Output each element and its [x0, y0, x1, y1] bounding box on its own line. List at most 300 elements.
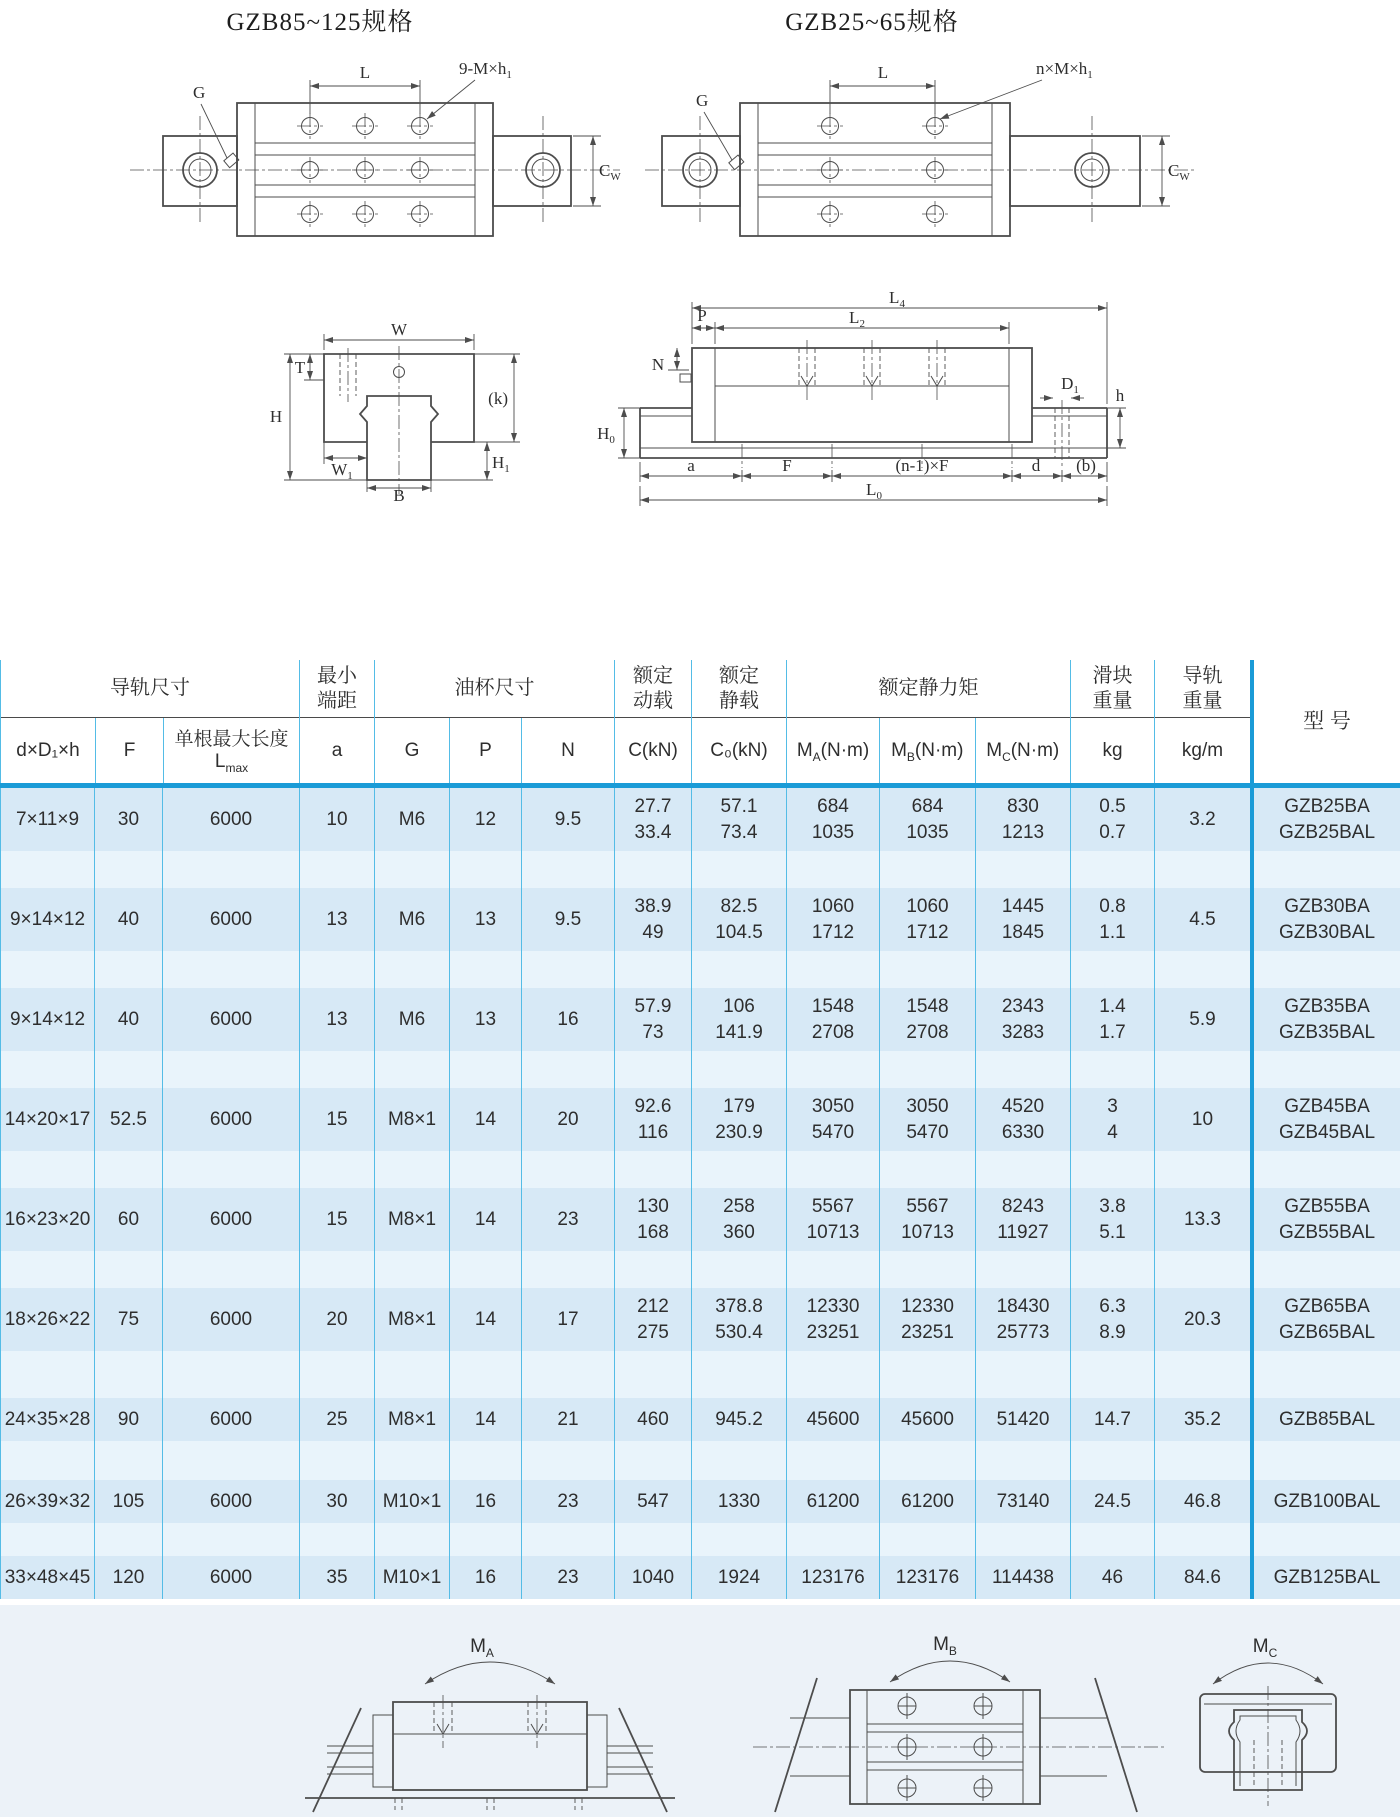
cell-value: 0.8	[1099, 896, 1126, 917]
drawing-side-view	[592, 290, 1132, 520]
table-cell	[787, 851, 880, 888]
table-cell	[95, 888, 163, 951]
table-cell	[450, 788, 522, 851]
cell-value: 10713	[901, 1222, 954, 1243]
cell-value: M10×1	[382, 1567, 442, 1588]
cell-value: GZB25BAL	[1278, 822, 1376, 843]
table-cell	[1071, 1251, 1155, 1288]
cell-value: 57.1	[720, 796, 758, 817]
cell-value: 460	[637, 1409, 669, 1430]
table-cell	[1250, 1556, 1400, 1599]
drawing-cross-section	[262, 322, 532, 502]
cell-value: 378.8	[715, 1296, 763, 1317]
table-cell	[787, 1398, 880, 1441]
table-cell	[163, 1441, 300, 1480]
table-spacer-row	[0, 1151, 1400, 1188]
table-cell	[522, 1556, 615, 1599]
table-cell	[787, 1251, 880, 1288]
dim-label-L0: $L_0$	[866, 480, 882, 502]
cell-value: 9.5	[554, 909, 582, 930]
table-row	[0, 988, 1400, 1051]
table-cell	[300, 1151, 375, 1188]
table-cell	[1071, 788, 1155, 851]
table-cell	[300, 988, 375, 1051]
cell-value: 60	[117, 1209, 140, 1230]
table-cell	[1155, 1251, 1250, 1288]
cell-value: 8.9	[1099, 1322, 1126, 1343]
table-cell	[450, 1480, 522, 1523]
dim-label-n1F: (n-1)×F	[895, 456, 949, 475]
table-cell	[522, 1051, 615, 1088]
table-cell	[450, 1556, 522, 1599]
cell-value: 24×35×28	[4, 1409, 91, 1430]
cell-value: 14	[474, 1309, 497, 1330]
table-cell	[692, 1480, 787, 1523]
table-cell	[976, 1523, 1071, 1556]
cell-value: M8×1	[387, 1109, 437, 1130]
table-cell	[1071, 1523, 1155, 1556]
cell-value: 17	[557, 1309, 579, 1330]
table-cell	[976, 1556, 1071, 1599]
group-label: 导轨尺寸	[1, 660, 299, 718]
col-header-P: P	[450, 718, 522, 783]
dim-label-G: G	[193, 83, 206, 102]
table-cell	[976, 1480, 1071, 1523]
table-cell	[976, 788, 1071, 851]
table-cell	[976, 1441, 1071, 1480]
col-header-dD1h: d×D₁×h	[1, 718, 96, 783]
table-cell	[522, 1188, 615, 1251]
table-cell	[976, 988, 1071, 1051]
table-cell	[615, 1480, 692, 1523]
cell-value: 6000	[209, 1309, 253, 1330]
cell-value: 1712	[811, 922, 855, 943]
col-header-G: G	[375, 718, 450, 783]
group-label-model: 型 号	[1303, 710, 1351, 733]
table-cell	[0, 1251, 95, 1288]
table-cell	[0, 1151, 95, 1188]
dim-label-N: N	[651, 355, 665, 374]
table-cell	[522, 1441, 615, 1480]
dim-label-W: W	[390, 322, 408, 339]
group-label: 导轨 重量	[1155, 660, 1250, 718]
cell-value: 114438	[992, 1567, 1054, 1588]
table-cell	[1071, 1188, 1155, 1251]
table-cell	[375, 888, 450, 951]
table-row	[0, 1398, 1400, 1441]
table-cell	[615, 1151, 692, 1188]
table-cell	[522, 1151, 615, 1188]
cell-value: 14.7	[1094, 1409, 1131, 1430]
header-group-block-weight	[1071, 660, 1155, 783]
cell-value: 45600	[901, 1409, 954, 1430]
title-gzb85-125: GZB85~125规格	[226, 9, 414, 36]
table-cell	[300, 788, 375, 851]
cell-value: 123176	[895, 1567, 960, 1588]
table-cell	[522, 988, 615, 1051]
table-cell	[450, 1151, 522, 1188]
cell-value: 5.1	[1099, 1222, 1126, 1243]
header-group-static-moment	[787, 660, 1071, 783]
table-cell	[95, 1556, 163, 1599]
cell-value: 14	[474, 1409, 497, 1430]
table-cell	[450, 1523, 522, 1556]
cell-value: 23	[557, 1567, 579, 1588]
table-cell	[615, 1051, 692, 1088]
table-row	[0, 1480, 1400, 1523]
group-label: 额定 动载	[615, 660, 691, 718]
rail-side	[327, 1746, 653, 1774]
cell-value: GZB65BA	[1284, 1296, 1370, 1317]
cell-value: 33×48×45	[4, 1567, 91, 1588]
cell-value: 0.7	[1099, 822, 1126, 843]
dim-label-h: h	[1115, 386, 1125, 405]
moment-label-MB: $M_B$	[933, 1634, 957, 1658]
table-cell	[880, 1480, 976, 1523]
table-cell	[163, 1351, 300, 1398]
group-label: 最小 端距	[300, 660, 374, 718]
table-cell	[1071, 1480, 1155, 1523]
cell-value: 16	[557, 1009, 579, 1030]
cell-value: 106	[723, 996, 755, 1017]
dim-label-B: B	[393, 486, 405, 502]
table-cell	[300, 888, 375, 951]
table-cell	[880, 951, 976, 988]
table-cell	[375, 788, 450, 851]
cell-value: 168	[637, 1222, 669, 1243]
table-cell	[300, 1251, 375, 1288]
table-row	[0, 1088, 1400, 1151]
table-row	[0, 788, 1400, 851]
table-spacer-row	[0, 1251, 1400, 1288]
table-spacer-row	[0, 851, 1400, 888]
table-cell	[300, 1188, 375, 1251]
drawing-plan-view-gzb25-65	[640, 58, 1200, 238]
table-row	[0, 1188, 1400, 1251]
cell-value: 16	[474, 1491, 497, 1512]
table-cell	[300, 951, 375, 988]
table-cell	[787, 951, 880, 988]
cell-value: 684	[911, 796, 944, 817]
table-cell	[880, 1088, 976, 1151]
table-cell	[0, 1051, 95, 1088]
cell-value: 5470	[906, 1122, 949, 1143]
table-cell	[95, 851, 163, 888]
table-cell	[1250, 1251, 1400, 1288]
cell-value: 16×23×20	[4, 1209, 91, 1230]
table-cell	[1155, 1188, 1250, 1251]
table-cell	[1155, 1151, 1250, 1188]
cell-value: 38.9	[634, 896, 672, 917]
table-cell	[300, 1523, 375, 1556]
table-cell	[95, 1188, 163, 1251]
table-cell	[0, 1556, 95, 1599]
table-cell	[1155, 1523, 1250, 1556]
table-cell	[1250, 788, 1400, 851]
cell-value: 23	[557, 1209, 579, 1230]
table-cell	[976, 1288, 1071, 1351]
table-cell	[787, 1351, 880, 1398]
cell-value: 57.9	[634, 996, 672, 1017]
table-cell	[95, 951, 163, 988]
group-label: 额定 静载	[692, 660, 786, 718]
cell-value: M8×1	[387, 1209, 437, 1230]
cell-value: 6330	[1001, 1122, 1045, 1143]
cell-value: 4	[1107, 1122, 1118, 1143]
table-cell	[787, 1288, 880, 1351]
cell-value: 9.5	[554, 809, 582, 830]
table-cell	[615, 888, 692, 951]
table-cell	[976, 1398, 1071, 1441]
table-cell	[787, 1556, 880, 1599]
header-group-oil-cup	[375, 660, 615, 783]
cell-value: 123176	[801, 1567, 865, 1588]
cell-value: 10	[326, 809, 348, 830]
cell-value: 40	[117, 1009, 140, 1030]
dim-label-G: G	[696, 91, 709, 110]
cell-value: 13.3	[1184, 1209, 1221, 1230]
table-cell	[1071, 1051, 1155, 1088]
table-cell	[1155, 1556, 1250, 1599]
dim-label-bolt-spec: $n\times M\times h_1$	[1036, 59, 1093, 81]
table-cell	[450, 1441, 522, 1480]
cell-value: M6	[398, 1009, 426, 1030]
col-header-kgm: kg/m	[1181, 739, 1224, 761]
cell-value: 14	[474, 1209, 497, 1230]
table-cell	[300, 1441, 375, 1480]
table-cell	[787, 1441, 880, 1480]
cell-value: 61200	[806, 1491, 860, 1512]
rail-right-segment	[1010, 116, 1140, 224]
table-cell	[300, 1398, 375, 1441]
col-header-N: N	[561, 739, 575, 761]
dim-label-L2: $L_2$	[849, 308, 865, 330]
cell-value: M8×1	[387, 1309, 437, 1330]
cell-value: 13	[326, 909, 348, 930]
table-cell	[450, 1251, 522, 1288]
cell-value: GZB35BA	[1284, 996, 1370, 1017]
table-cell	[95, 1051, 163, 1088]
table-cell	[692, 1251, 787, 1288]
table-cell	[163, 851, 300, 888]
table-cell	[0, 788, 95, 851]
cell-value: 1035	[906, 822, 949, 843]
cell-value: 6000	[209, 909, 253, 930]
table-cell	[1250, 1288, 1400, 1351]
cell-value: 73	[642, 1022, 664, 1043]
table-cell	[522, 1398, 615, 1441]
cell-value: 1060	[906, 896, 949, 917]
cell-value: GZB45BA	[1284, 1096, 1370, 1117]
table-cell	[95, 1251, 163, 1288]
table-cell	[880, 1288, 976, 1351]
table-cell	[0, 1288, 95, 1351]
cell-value: 547	[637, 1491, 669, 1512]
cell-value: 23251	[901, 1322, 954, 1343]
table-cell	[1250, 1151, 1400, 1188]
table-cell	[300, 1480, 375, 1523]
cell-value: 20	[326, 1309, 348, 1330]
cell-value: 5470	[811, 1122, 855, 1143]
dim-label-a: a	[687, 456, 695, 475]
cell-value: 18430	[996, 1296, 1050, 1317]
cell-value: 26×39×32	[4, 1491, 91, 1512]
drawing-moment-MC	[1168, 1620, 1368, 1817]
dim-label-P: P	[697, 306, 707, 325]
cell-value: 84.6	[1184, 1567, 1221, 1588]
table-cell	[787, 888, 880, 951]
table-cell	[300, 1088, 375, 1151]
table-cell	[976, 1088, 1071, 1151]
cell-value: 90	[117, 1409, 140, 1430]
table-cell	[615, 951, 692, 988]
table-cell	[0, 888, 95, 951]
table-cell	[300, 1051, 375, 1088]
cell-value: 30	[117, 809, 140, 830]
table-cell	[375, 1288, 450, 1351]
table-cell	[1155, 1441, 1250, 1480]
table-cell	[1250, 1051, 1400, 1088]
table-cell	[300, 1288, 375, 1351]
cell-value: 6000	[209, 1491, 253, 1512]
dim-label-bolt-spec: $9-M\times h_1$	[459, 59, 512, 81]
dim-label-L: L	[877, 63, 889, 82]
table-cell	[1250, 1480, 1400, 1523]
cell-value: 1213	[1001, 822, 1045, 843]
table-cell	[163, 1088, 300, 1151]
table-cell	[1071, 1556, 1155, 1599]
cell-value: 1035	[811, 822, 855, 843]
spec-table	[0, 660, 1400, 1599]
table-cell	[1250, 888, 1400, 951]
table-cell	[375, 951, 450, 988]
cell-value: 258	[723, 1196, 755, 1217]
table-cell	[880, 1441, 976, 1480]
table-cell	[1071, 851, 1155, 888]
cell-value: 3.2	[1189, 809, 1216, 830]
carriage-block	[692, 348, 1032, 442]
table-cell	[0, 1480, 95, 1523]
table-cell	[880, 1523, 976, 1556]
cell-value: 10713	[806, 1222, 860, 1243]
cell-value: 2708	[906, 1022, 949, 1043]
table-cell	[0, 988, 95, 1051]
cell-value: 6000	[209, 809, 253, 830]
table-cell	[880, 1051, 976, 1088]
table-cell	[787, 988, 880, 1051]
cell-value: 6.3	[1099, 1296, 1126, 1317]
cell-value: 14	[474, 1109, 497, 1130]
cell-value: GZB35BAL	[1278, 1022, 1376, 1043]
table-cell	[522, 951, 615, 988]
cell-value: 52.5	[110, 1109, 147, 1130]
table-cell	[163, 1288, 300, 1351]
table-cell	[880, 1556, 976, 1599]
cell-value: 12	[474, 809, 497, 830]
col-header-MA: $M_A(N\cdot m)$	[787, 718, 880, 783]
cell-value: 6000	[209, 1209, 253, 1230]
table-spacer-row	[0, 1351, 1400, 1398]
table-cell	[522, 1351, 615, 1398]
table-cell	[450, 1051, 522, 1088]
table-cell	[976, 1051, 1071, 1088]
cell-value: 4.5	[1189, 909, 1216, 930]
cell-value: GZB55BAL	[1278, 1222, 1376, 1243]
cell-value: 5.9	[1189, 1009, 1216, 1030]
table-cell	[615, 1523, 692, 1556]
dim-label-H1: $H_1$	[492, 453, 510, 475]
table-cell	[163, 888, 300, 951]
cell-value: 1330	[717, 1491, 761, 1512]
cell-value: 275	[637, 1322, 669, 1343]
header-group-dynamic-load	[615, 660, 692, 783]
cell-value: 1.7	[1099, 1022, 1126, 1043]
cell-value: 73140	[996, 1491, 1050, 1512]
cell-value: 16	[474, 1567, 497, 1588]
table-cell	[1071, 1288, 1155, 1351]
dim-label-F: F	[782, 456, 792, 475]
table-spacer-row	[0, 951, 1400, 988]
table-cell	[1250, 1398, 1400, 1441]
cell-value: 212	[637, 1296, 669, 1317]
table-cell	[163, 951, 300, 988]
table-cell	[692, 951, 787, 988]
grease-nipple	[680, 374, 691, 382]
cell-value: 1060	[811, 896, 855, 917]
table-cell	[1155, 951, 1250, 988]
dim-label-L: L	[359, 63, 371, 82]
table-cell	[95, 1088, 163, 1151]
cell-value: 105	[112, 1491, 145, 1512]
table-cell	[976, 1151, 1071, 1188]
cell-value: 15	[326, 1209, 348, 1230]
table-cell	[375, 1398, 450, 1441]
cell-value: 20	[557, 1109, 579, 1130]
table-cell	[692, 1188, 787, 1251]
cell-value: 0.5	[1099, 796, 1126, 817]
table-cell	[615, 1351, 692, 1398]
table-cell	[880, 788, 976, 851]
table-cell	[1155, 1088, 1250, 1151]
dim-label-Cw: $C_W$	[1168, 161, 1190, 183]
table-cell	[0, 1188, 95, 1251]
table-cell	[450, 988, 522, 1051]
cell-value: GZB125BAL	[1273, 1567, 1381, 1588]
table-cell	[787, 1088, 880, 1151]
cell-value: 1.4	[1099, 996, 1126, 1017]
table-cell	[450, 1188, 522, 1251]
cell-value: GZB100BAL	[1273, 1491, 1381, 1512]
table-row	[0, 1288, 1400, 1351]
table-cell	[787, 1523, 880, 1556]
table-cell	[787, 1151, 880, 1188]
table-cell	[450, 1398, 522, 1441]
col-header-F: F	[96, 718, 164, 783]
table-cell	[1155, 788, 1250, 851]
table-cell	[375, 1441, 450, 1480]
cell-value: 13	[474, 909, 497, 930]
dim-label-b: (b)	[1076, 456, 1096, 475]
cell-value: 3283	[1001, 1022, 1045, 1043]
cell-value: 51420	[996, 1409, 1050, 1430]
table-cell	[163, 1523, 300, 1556]
table-cell	[692, 988, 787, 1051]
dim-label-d: d	[1031, 456, 1041, 475]
table-cell	[0, 1441, 95, 1480]
cell-value: M8×1	[387, 1409, 437, 1430]
cell-value: 10	[1191, 1109, 1214, 1130]
table-cell	[375, 988, 450, 1051]
